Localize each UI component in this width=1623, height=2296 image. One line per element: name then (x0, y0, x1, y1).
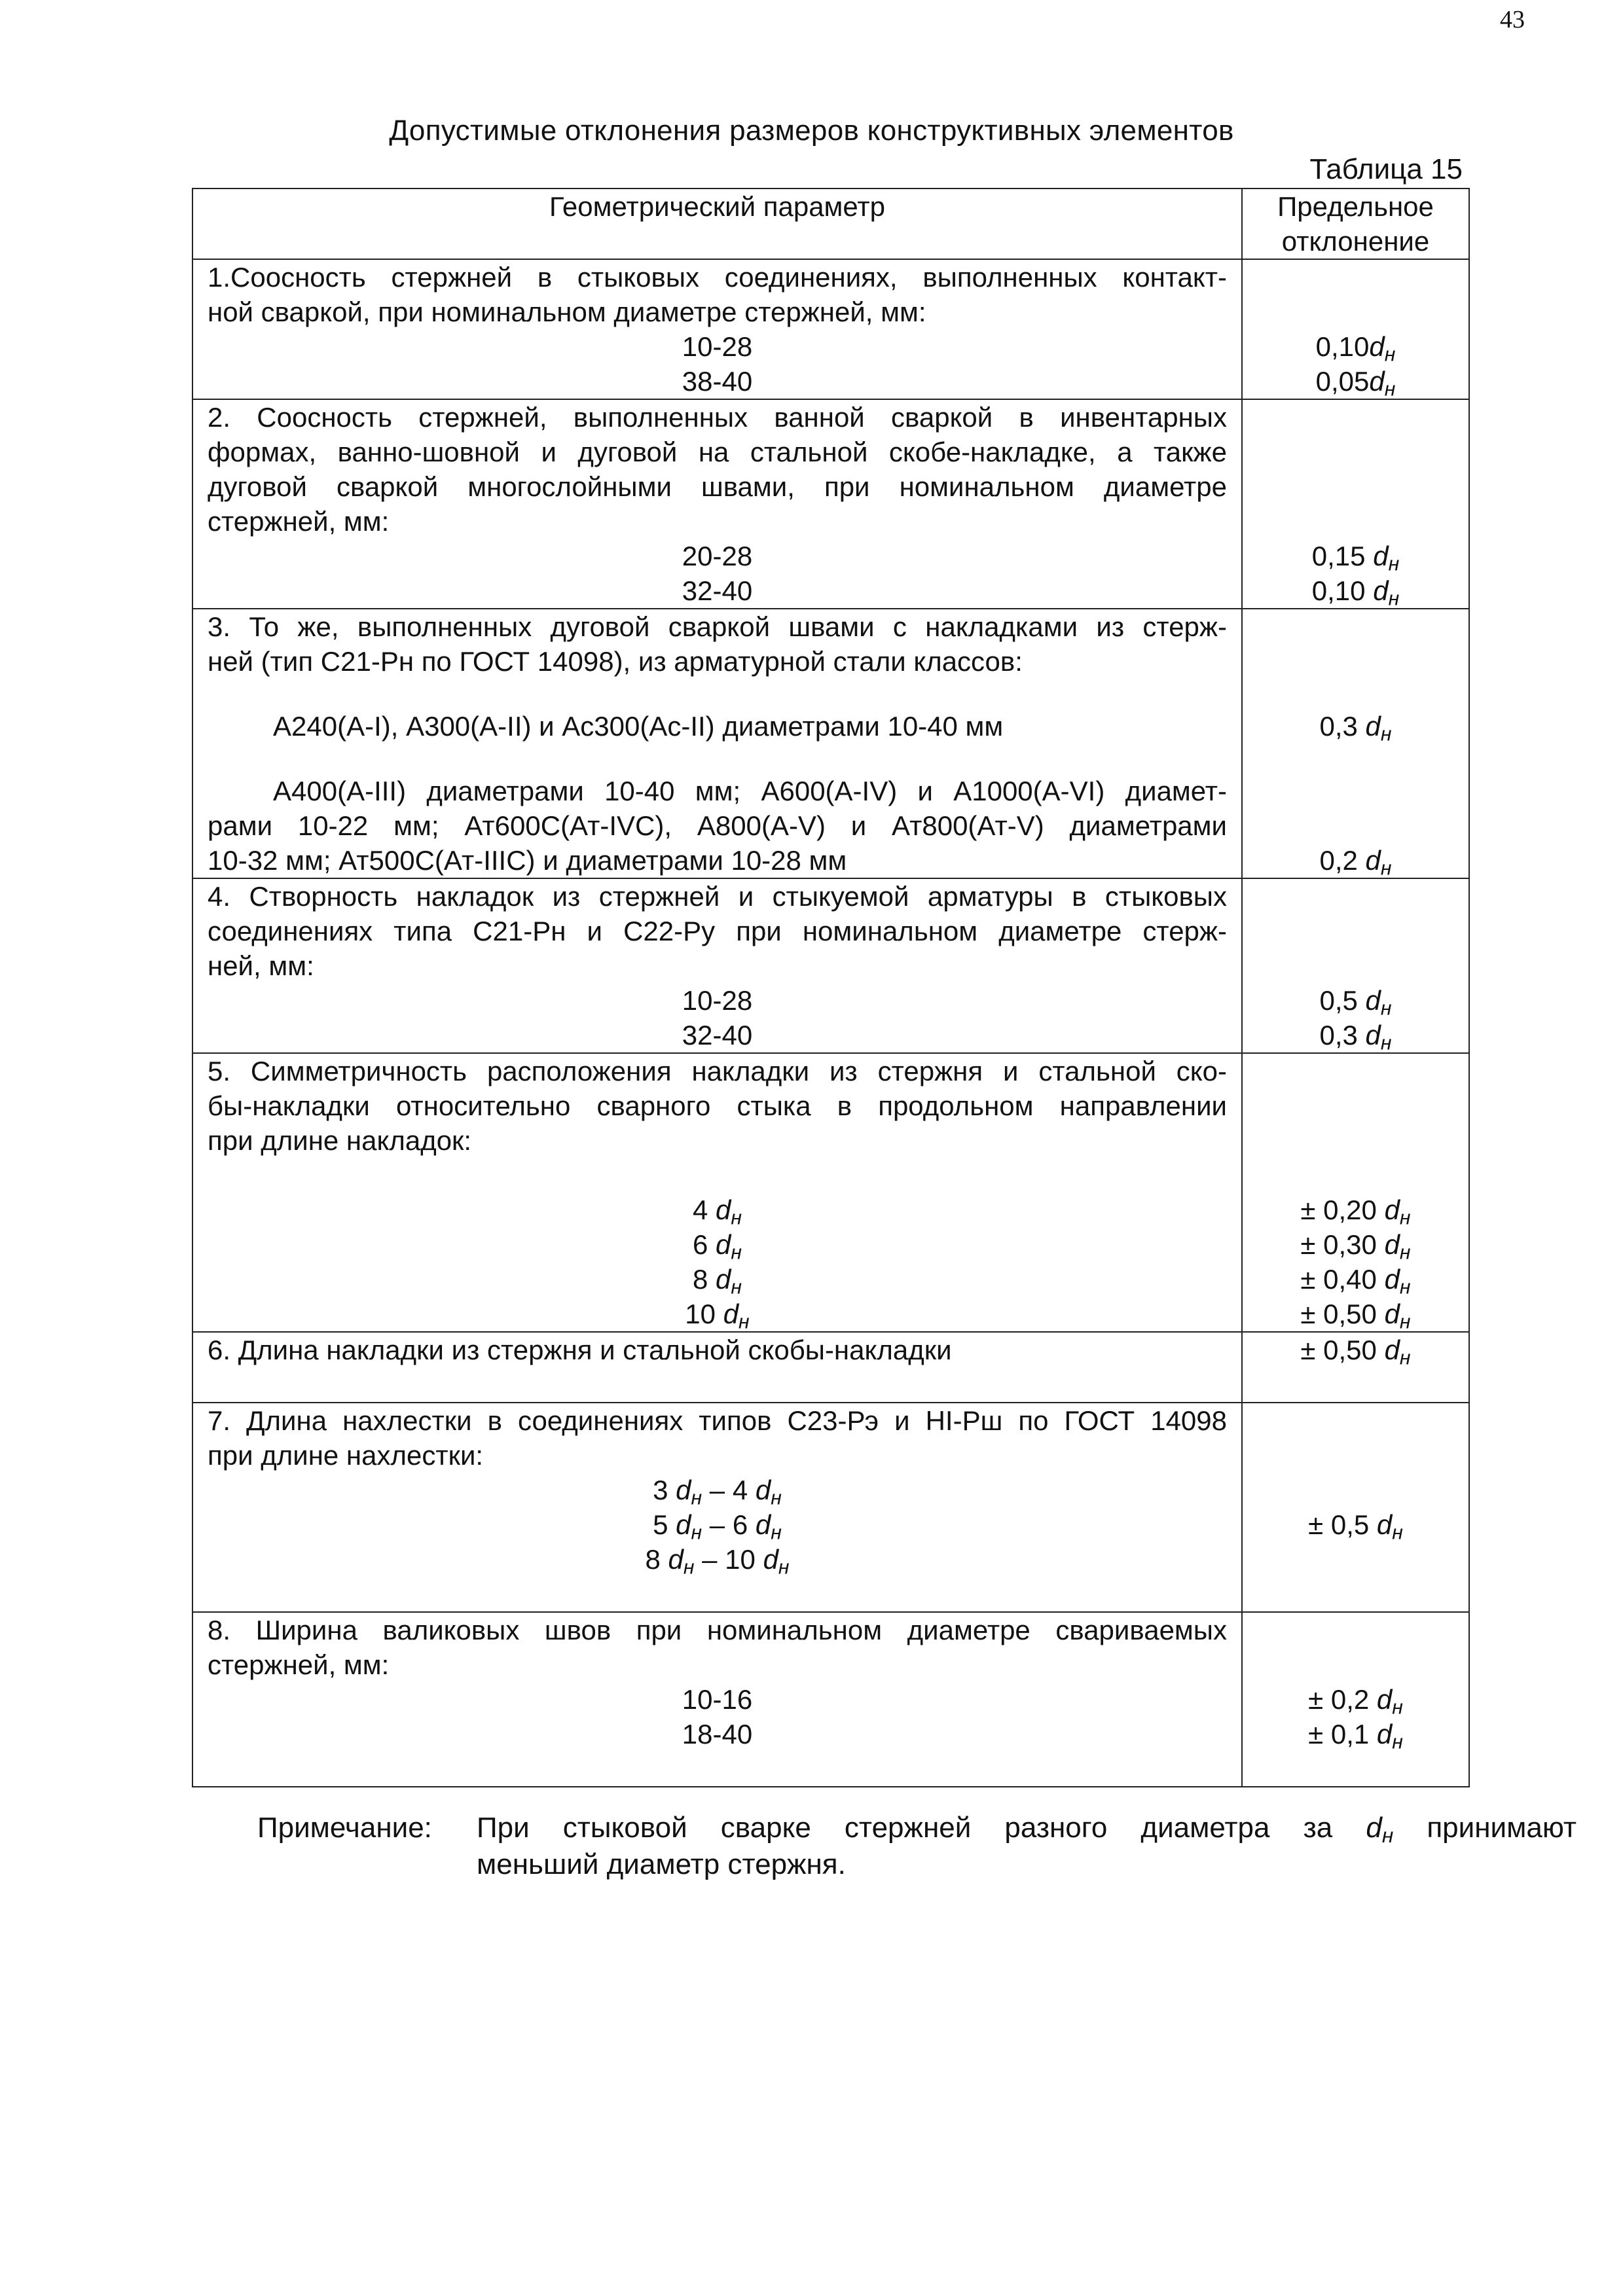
deviation-value: ± 0,2 $d_н$ (1308, 1684, 1403, 1719)
header-param-label: Геометрический параметр (549, 191, 885, 222)
deviation-cell (1242, 1053, 1469, 1332)
param-cell (192, 259, 1242, 399)
deviation-cell (1242, 609, 1469, 878)
param-cell (192, 399, 1242, 609)
table-row (192, 1332, 1469, 1403)
deviation-value: 0,2 $d_н$ (1319, 845, 1392, 880)
page-title: Допустимые отклонения размеров конструктивных элементов (389, 115, 1234, 147)
deviation-value: ± 0,30 $d_н$ (1300, 1229, 1411, 1264)
range-value: 8 $d_н$ (692, 1264, 742, 1299)
param-text: 3. То же, выполненных дуговой сваркой швами с накладками из стерж- (208, 611, 1227, 642)
param-text: при длине накладок: (208, 1125, 472, 1156)
param-text: 1.Соосность стержней в стыковых соединениях, выполненных контакт- (208, 262, 1227, 293)
note-line: меньший диаметр стержня. (477, 1848, 846, 1880)
range-value: 8 $d_н - 10$ $d_н$ (645, 1544, 790, 1579)
param-cell (192, 609, 1242, 878)
header-param (192, 188, 1242, 259)
deviation-value: 0,3 $d_н$ (1319, 1020, 1392, 1054)
deviation-value: $0,05d_н$ (1315, 366, 1396, 401)
table-label: Таблица 15 (1309, 153, 1463, 185)
param-cell (192, 1332, 1242, 1403)
table-row (192, 399, 1469, 609)
steel-class-item: 10-32 мм; Ат500С(Ат-IIIС) и диаметрами 10-28 мм (208, 845, 847, 876)
deviation-cell (1242, 259, 1469, 399)
deviation-cell (1242, 878, 1469, 1053)
table-row (192, 1612, 1469, 1787)
range-value: 10-16 (682, 1684, 753, 1715)
range-value: 38-40 (682, 366, 753, 397)
deviation-cell (1242, 1332, 1469, 1403)
range-value: 4 $d_н$ (692, 1194, 742, 1229)
range-value: 10-28 (682, 985, 753, 1016)
param-text: ной сваркой, при номинальном диаметре стержней, мм: (208, 296, 926, 327)
table-row (192, 1403, 1469, 1612)
deviation-value: 0,5 $d_н$ (1319, 985, 1392, 1020)
param-text: ней (тип С21-Рн по ГОСТ 14098), из арматурной стали классов: (208, 646, 1023, 677)
page-number: 43 (1500, 6, 1525, 33)
param-text: формах, ванно-шовной и дуговой на стальной скобе-накладке, а также (208, 437, 1227, 467)
deviation-cell (1242, 399, 1469, 609)
steel-class-item: рами 10-22 мм; Ат600С(Ат-IVC), А800(А-V) и Ат800(Ат-V) диаметрами (208, 810, 1227, 841)
steel-class-item: А240(А-I), А300(А-II) и Ас300(Ас-II) диаметрами 10-40 мм (273, 711, 1004, 742)
deviation-cell (1242, 1403, 1469, 1612)
range-value: 20-28 (682, 541, 753, 571)
param-text: 6. Длина накладки из стержня и стальной скобы-накладки (208, 1335, 952, 1365)
table-header-row (192, 188, 1469, 259)
table-row (192, 609, 1469, 878)
deviation-value: 0,3 $d_н$ (1319, 711, 1392, 745)
deviation-value: $0,10d_н$ (1315, 331, 1396, 366)
table-row (192, 1053, 1469, 1332)
note-label: Примечание: (257, 1812, 432, 1844)
deviation-value: ± 0,20 $d_н$ (1300, 1194, 1411, 1229)
param-text: 7. Длина нахлестки в соединениях типов С23-Рэ и НI-Рш по ГОСТ 14098 (208, 1405, 1227, 1436)
steel-class-item: А400(А-III) диаметрами 10-40 мм; А600(А-IV) и А1000(А-VI) диамет- (273, 776, 1227, 806)
range-value: 18-40 (682, 1719, 753, 1749)
range-value: 32-40 (682, 575, 753, 606)
param-cell (192, 1053, 1242, 1332)
deviation-value: ± 0,1 $d_н$ (1308, 1719, 1403, 1753)
table-row (192, 259, 1469, 399)
param-text: стержней, мм: (208, 506, 390, 537)
deviation-cell (1242, 1612, 1469, 1787)
param-cell (192, 878, 1242, 1053)
range-value: 3 $d_н - 4$ $d_н$ (653, 1475, 782, 1509)
header-deviation-line2: отклонение (1281, 226, 1430, 257)
note-text (477, 1810, 1577, 1883)
deviation-value: ± 0,50 $d_н$ (1300, 1335, 1411, 1369)
range-value: 10-28 (682, 331, 753, 362)
header-deviation (1242, 188, 1469, 259)
deviations-table (192, 188, 1470, 1787)
note-line: При стыковой сварке стержней разного диаметра за $d_н$ принимают (477, 1812, 1577, 1847)
range-value: 10 $d_н$ (685, 1299, 750, 1333)
param-text: 5. Симметричность расположения накладки из стержня и стальной ско- (208, 1056, 1227, 1086)
deviation-value: ± 0,50 $d_н$ (1300, 1299, 1411, 1333)
range-value: 5 $d_н - 6$ $d_н$ (653, 1509, 782, 1544)
param-text: дуговой сваркой многослойными швами, при номинальном диаметре (208, 471, 1227, 502)
param-text: 2. Соосность стержней, выполненных ванной сваркой в инвентарных (208, 402, 1227, 433)
deviation-value: ± 0,40 $d_н$ (1300, 1264, 1411, 1299)
param-text: соединениях типа С21-Рн и С22-Ру при номинальном диаметре стерж- (208, 916, 1227, 946)
param-cell (192, 1403, 1242, 1612)
deviation-value: 0,10 $d_н$ (1311, 575, 1400, 610)
param-text: бы-накладки относительно сварного стыка в продольном направлении (208, 1090, 1227, 1121)
param-text: 4. Створность накладок из стержней и стыкуемой арматуры в стыковых (208, 881, 1227, 912)
param-text: 8. Ширина валиковых швов при номинальном диаметре свариваемых (208, 1615, 1227, 1645)
range-value: 6 $d_н$ (692, 1229, 742, 1264)
deviation-value: ± 0,5 $d_н$ (1308, 1509, 1403, 1544)
table-row (192, 878, 1469, 1053)
param-text: при длине нахлестки: (208, 1440, 484, 1471)
param-text: стержней, мм: (208, 1649, 390, 1680)
range-value: 32-40 (682, 1020, 753, 1050)
param-text: ней, мм: (208, 950, 314, 981)
deviation-value: 0,15 $d_н$ (1311, 541, 1400, 575)
header-deviation-line1: Предельное (1277, 191, 1434, 222)
param-cell (192, 1612, 1242, 1787)
